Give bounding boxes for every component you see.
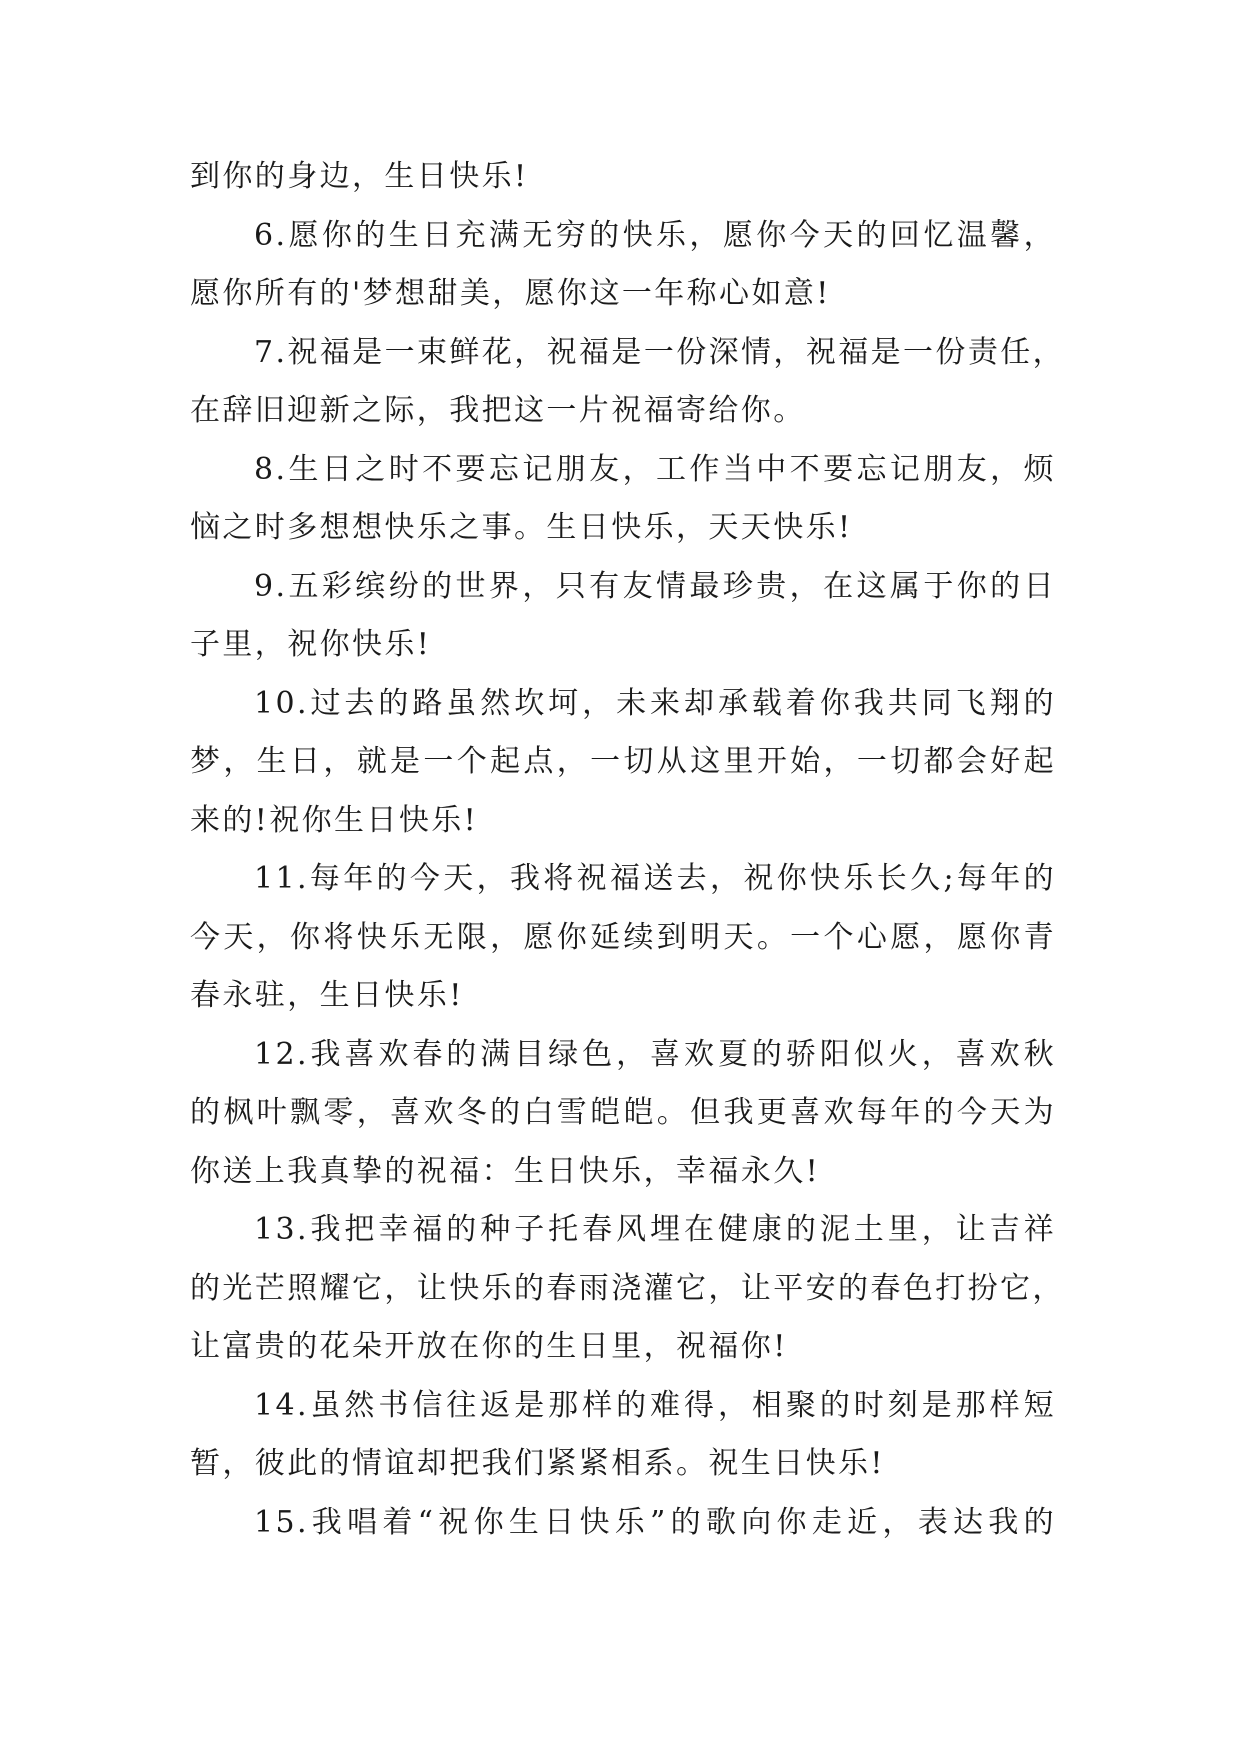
text-line: 10.过去的路虽然坎坷，未来却承载着你我共同飞翔的 [254,685,1056,721]
text-line: 你送上我真挚的祝福：生日快乐，幸福永久! [190,1153,821,1189]
text-line: 6.愿你的生日充满无穷的快乐，愿你今天的回忆温馨， [254,217,1056,253]
text-line: 13.我把幸福的种子托春风埋在健康的泥土里，让吉祥 [254,1212,1056,1247]
text-line: 的枫叶飘零，喜欢冬的白雪皑皑。但我更喜欢每年的今天为 [190,1095,1056,1130]
text-line: 让富贵的花朵开放在你的生日里，祝福你! [190,1329,788,1364]
text-line: 愿你所有的'梦想甜美，愿你这一年称心如意! [190,276,831,311]
text-line: 梦，生日，就是一个起点，一切从这里开始，一切都会好起 [190,744,1056,779]
text-line: 子里，祝你快乐! [190,627,432,662]
text-line: 在辞旧迎新之际，我把这一片祝福寄给你。 [190,393,806,428]
text-line: 今天，你将快乐无限，愿你延续到明天。一个心愿，愿你青 [190,919,1056,955]
text-line: 来的!祝你生日快乐! [190,802,479,838]
text-line: 8.生日之时不要忘记朋友，工作当中不要忘记朋友，烦 [254,451,1056,487]
text-line: 的光芒照耀它，让快乐的春雨浇灌它，让平安的春色打扮它， [190,1270,1065,1306]
text-line: 到你的身边，生日快乐! [190,159,529,194]
text-line: 7.祝福是一束鲜花，祝福是一份深情，祝福是一份责任， [254,334,1066,370]
text-line: 春永驻，生日快乐! [190,978,464,1013]
text-line: 恼之时多想想快乐之事。生日快乐，天天快乐! [190,510,853,545]
text-line: 9.五彩缤纷的世界，只有友情最珍贵，在这属于你的日 [254,568,1056,604]
text-line: 12.我喜欢春的满目绿色，喜欢夏的骄阳似火，喜欢秋 [254,1036,1056,1072]
text-line: 暂，彼此的情谊却把我们紧紧相系。祝生日快乐! [190,1446,885,1481]
document-body [190,157,1066,1561]
text-line: 11.每年的今天，我将祝福送去，祝你快乐长久;每年的 [254,861,1056,896]
text-line: 15.我唱着“祝你生日快乐”的歌向你走近，表达我的 [254,1504,1056,1540]
text-line: 14.虽然书信往返是那样的难得，相聚的时刻是那样短 [254,1387,1056,1423]
